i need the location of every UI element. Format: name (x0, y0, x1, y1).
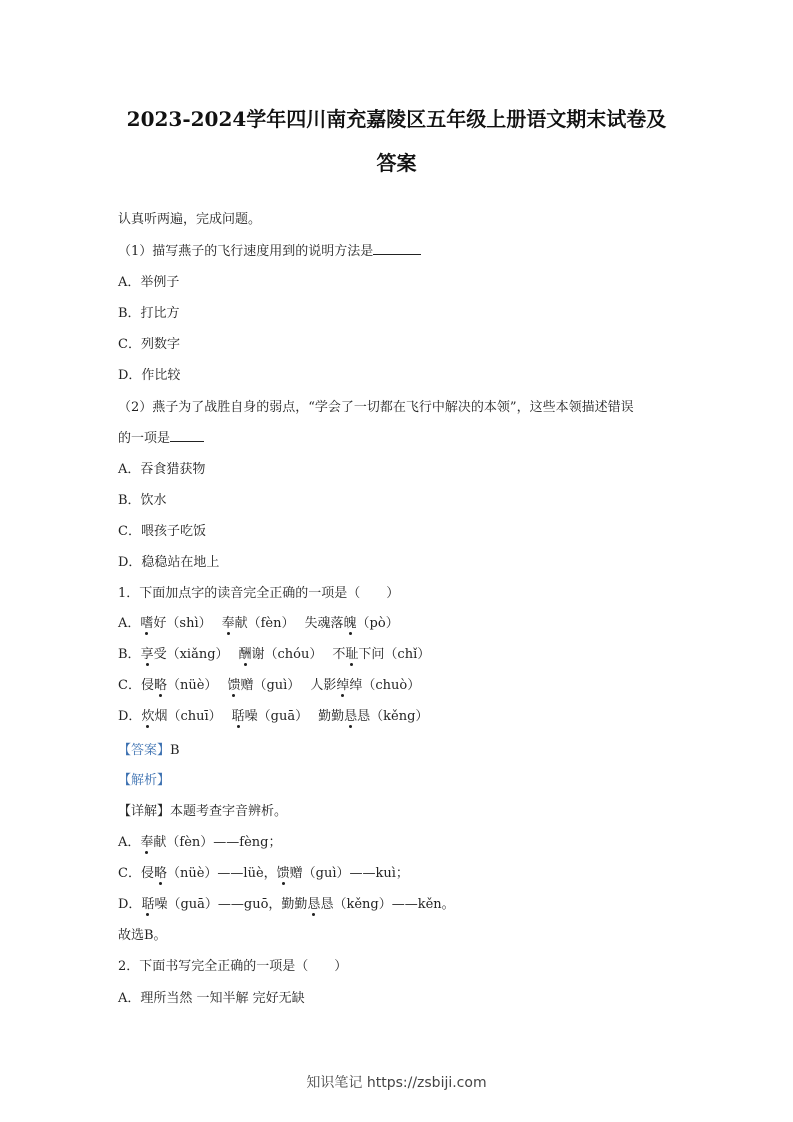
listening-intro: 认真听两遍，完成问题。 (118, 212, 262, 227)
dotted-char: 馈 (227, 674, 240, 693)
analysis-label: 【解析】 (118, 773, 171, 788)
dotted-char: 嗜 (140, 612, 153, 631)
dotted-char: 馈 (277, 862, 290, 881)
footer-watermark: 知识笔记 https://zsbiji.com (306, 1075, 487, 1091)
option-label: D． (118, 709, 142, 724)
dotted-char: 绰 (336, 674, 349, 693)
pinyin-text: 绰（chuò） (349, 678, 421, 693)
word-text: 失魂落 (304, 616, 344, 631)
dotted-char: 奉 (140, 831, 153, 850)
question2-option-a: A．理所当然 一知半解 完好无缺 (118, 991, 305, 1006)
q2-option-d: D．稳稳站在地上 (118, 555, 220, 570)
doc-title-line2: 答案 (376, 151, 417, 175)
word-text: 侵 (140, 678, 154, 693)
q2-stem-line2 (118, 427, 204, 446)
question1-option-a (118, 612, 399, 631)
pinyin-text: 烟（chuī） (154, 709, 222, 724)
dotted-char: 享 (141, 643, 154, 662)
answer-label: 【答案】 (118, 743, 171, 758)
q2-stem-text: 的一项是 (118, 431, 171, 446)
q2-stem-line1: （2）燕子为了战胜自身的弱点，“学会了一切都在飞行中解决的本领”，这些本领描述错误 (118, 400, 634, 415)
answer-line (118, 739, 180, 758)
q2-option-c: C．喂孩子吃饭 (118, 524, 206, 539)
q1-option-c: C．列数字 (118, 337, 180, 352)
q2-option-a: A．吞食猎获物 (118, 462, 206, 477)
detail-label: 【详解】 (118, 804, 171, 819)
pinyin-text: 献（fèn） (234, 616, 295, 631)
doc-title-line1: 2023-2024学年四川南充嘉陵区五年级上册语文期末试卷及 (126, 107, 667, 131)
question1-stem: 1．下面加点字的读音完全正确的一项是（ ） (118, 586, 400, 601)
dotted-char: 奉 (222, 612, 235, 631)
detail-text: 恳（kěng）——kěn。 (320, 897, 455, 912)
detail-text: C．侵 (118, 866, 154, 881)
option-label: A． (118, 835, 141, 850)
pinyin-text: （nüè） (166, 678, 218, 693)
detail-line (118, 800, 287, 819)
dotted-char: 略 (154, 862, 167, 881)
pinyin-text: 赠（guì） (240, 678, 301, 693)
pinyin-text: 谢（chóu） (251, 647, 323, 662)
dotted-char: 魄 (344, 612, 357, 631)
q1-stem-text: （1）描写燕子的飞行速度用到的说明方法是 (118, 244, 374, 259)
question1-option-d (118, 705, 428, 724)
word-text: 不 (332, 647, 346, 662)
dotted-char: 酬 (239, 643, 252, 662)
detail-text: 赠（guì）——kuì； (289, 866, 409, 881)
q1-option-a: A．举例子 (118, 275, 180, 290)
q1-option-d: D．作比较 (118, 368, 181, 383)
option-label: A． (118, 616, 141, 631)
dotted-char: 恳 (307, 893, 320, 912)
answer-blank (170, 429, 204, 442)
option-label: B． (118, 647, 141, 662)
pinyin-text: 下问（chǐ） (358, 647, 431, 662)
pinyin-text: 噪（guā） (244, 709, 309, 724)
option-label: C． (118, 678, 141, 693)
dotted-char: 耻 (345, 643, 358, 662)
detail-conclusion: 故选B。 (118, 928, 167, 943)
pinyin-text: 好（shì） (153, 616, 212, 631)
detail-line-a (118, 831, 281, 850)
question1-option-c (118, 674, 420, 693)
answer-blank (373, 242, 421, 255)
dotted-char: 聒 (232, 705, 245, 724)
dotted-char: 恳 (344, 705, 357, 724)
detail-line-d (118, 893, 455, 912)
q1-option-b: B．打比方 (118, 306, 180, 321)
question2-stem: 2．下面书写完全正确的一项是（ ） (118, 959, 348, 974)
detail-line-c (118, 862, 409, 881)
q2-option-b: B．饮水 (118, 493, 167, 508)
word-text: 人影 (310, 678, 337, 693)
pinyin-text: 受（xiǎng） (153, 647, 229, 662)
detail-text: 本题考查字音辨析。 (170, 804, 288, 819)
word-text: 勤勤 (318, 709, 345, 724)
question1-option-b (118, 643, 430, 662)
detail-text: （nüè）——lüè， (166, 866, 277, 881)
dotted-char: 聒 (141, 893, 154, 912)
detail-text: 献（fèn）——fèng； (153, 835, 282, 850)
option-label: D． (118, 897, 142, 912)
q1-stem (118, 240, 421, 259)
pinyin-text: 恳（kěng） (357, 709, 429, 724)
dotted-char: 炊 (141, 705, 154, 724)
detail-text: 噪（guā）——guō，勤勤 (154, 897, 308, 912)
pinyin-text: （pò） (356, 616, 399, 631)
answer-value: B (170, 743, 180, 758)
dotted-char: 略 (154, 674, 167, 693)
